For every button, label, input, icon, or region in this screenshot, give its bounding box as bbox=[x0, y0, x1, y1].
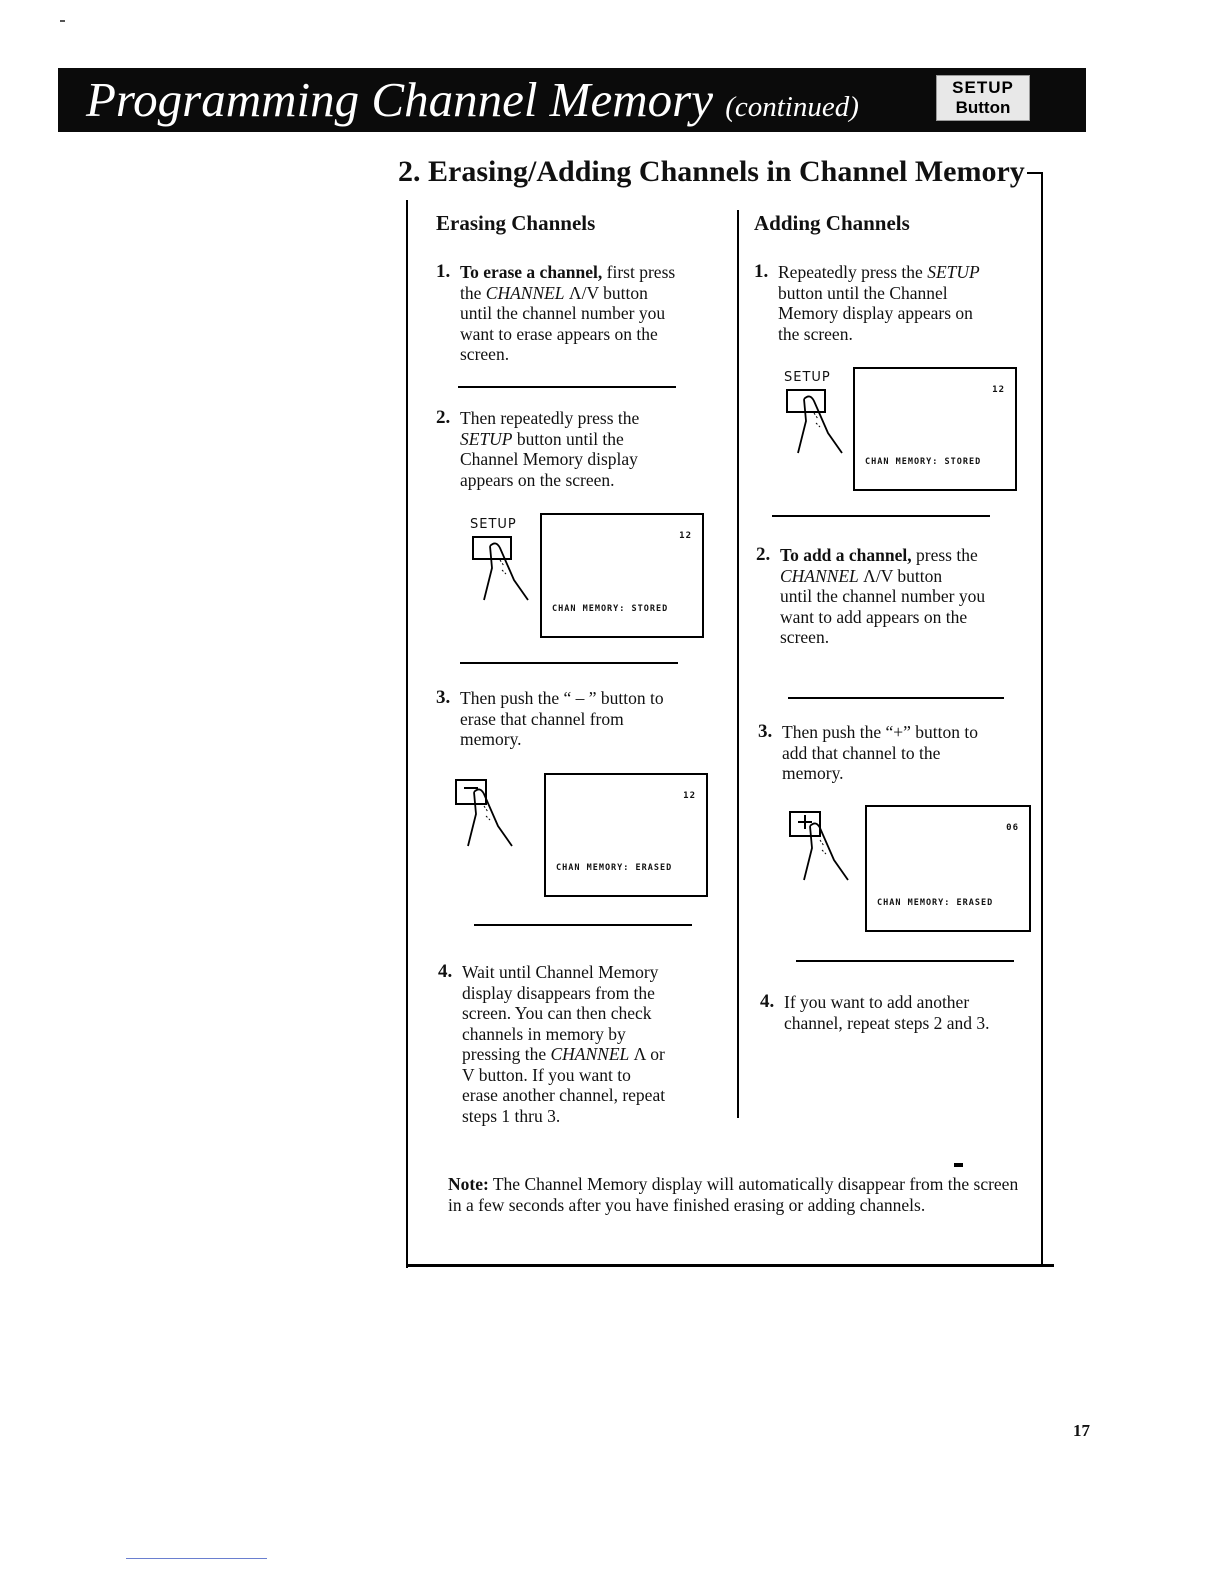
setup-button-badge bbox=[936, 75, 1030, 121]
page-title-text: Programming Channel Memory bbox=[86, 72, 713, 127]
step-line: If you want to add another bbox=[784, 992, 970, 1012]
step-number: 3. bbox=[436, 687, 451, 708]
divider-rule bbox=[474, 924, 692, 926]
step-line: button until the bbox=[512, 428, 624, 449]
tv-screen bbox=[853, 367, 1017, 491]
step-line: until the channel number you bbox=[780, 586, 986, 606]
step-line: the screen. bbox=[778, 323, 853, 344]
step-line: CHANNEL bbox=[780, 565, 859, 586]
step-line: memory. bbox=[782, 763, 844, 783]
header-banner bbox=[58, 68, 1086, 132]
step-number: 4. bbox=[438, 961, 453, 982]
plus-button-press-icon bbox=[786, 808, 856, 884]
step-line: erase another channel, repeat bbox=[462, 1085, 666, 1105]
step-number: 2. bbox=[756, 544, 771, 565]
step-line: want to add appears on the bbox=[780, 606, 968, 627]
step-line: first press bbox=[602, 262, 676, 282]
step-line: press the bbox=[911, 545, 978, 565]
note-paragraph bbox=[448, 1174, 1028, 1216]
add-step-1 bbox=[754, 262, 1034, 346]
screen-message: CHAN MEMORY: ERASED bbox=[877, 898, 994, 908]
step-line: Λ or bbox=[629, 1044, 665, 1064]
screen-message: CHAN MEMORY: STORED bbox=[865, 457, 982, 467]
erase-step-2 bbox=[436, 408, 726, 492]
step-line: Then repeatedly press the bbox=[460, 408, 640, 428]
page-subtitle: (continued) bbox=[725, 91, 859, 123]
finger-press-icon bbox=[784, 387, 848, 459]
erasing-heading: Erasing Channels bbox=[436, 211, 596, 235]
step-text bbox=[460, 262, 675, 365]
step-text bbox=[460, 408, 639, 490]
step-line: appears on the screen. bbox=[460, 469, 615, 490]
erase-step-4 bbox=[438, 962, 734, 1168]
step-line: Then push the “+” button to bbox=[782, 722, 979, 742]
step-number: 2. bbox=[436, 407, 451, 428]
step-line: add that channel to the bbox=[782, 742, 941, 763]
step-line: channels in memory by bbox=[462, 1023, 626, 1044]
step-line: screen. You can then check bbox=[462, 1003, 652, 1023]
tv-screen bbox=[540, 513, 704, 638]
step-line: channel, repeat steps 2 and 3. bbox=[784, 1012, 990, 1033]
finger-press-icon bbox=[470, 534, 534, 606]
add-step-2 bbox=[756, 545, 1040, 649]
section-title: 2. Erasing/Adding Channels in Channel Memory bbox=[398, 155, 1025, 188]
step-line: display disappears from the bbox=[462, 982, 655, 1003]
step-number: 1. bbox=[436, 261, 451, 282]
frame-border-left bbox=[406, 200, 408, 1268]
step-line: SETUP bbox=[927, 262, 980, 282]
erase-step-1 bbox=[436, 262, 726, 366]
add-step-4 bbox=[760, 992, 1036, 1036]
footer-rule bbox=[126, 1558, 267, 1559]
channel-number: 12 bbox=[992, 385, 1005, 395]
step-line: SETUP bbox=[460, 428, 513, 449]
erase-step-3 bbox=[436, 688, 726, 752]
scan-mark bbox=[60, 20, 65, 22]
badge-line-2: Button bbox=[955, 98, 1011, 117]
step-line: screen. bbox=[460, 344, 510, 364]
step-line: Λ/V button bbox=[858, 565, 943, 586]
step-number: 1. bbox=[754, 261, 769, 282]
note-label: Note: bbox=[448, 1174, 489, 1194]
step-line: Wait until Channel Memory bbox=[462, 962, 659, 982]
step-text bbox=[778, 262, 980, 344]
step-line: pressing the bbox=[462, 1044, 551, 1064]
step-line: button until the Channel bbox=[778, 282, 948, 303]
step-line: erase that channel from bbox=[460, 708, 624, 729]
step-line: Memory display appears on bbox=[778, 303, 973, 323]
divider-rule bbox=[788, 697, 1004, 699]
step-line: until the channel number you bbox=[460, 303, 666, 323]
step-text bbox=[460, 688, 664, 750]
screen-message: CHAN MEMORY: ERASED bbox=[556, 863, 673, 873]
step-line: Then push the “ – ” button to bbox=[460, 688, 664, 708]
step-number: 3. bbox=[758, 721, 773, 742]
page-number: 17 bbox=[1073, 1421, 1090, 1440]
adding-heading: Adding Channels bbox=[754, 211, 910, 235]
step-text bbox=[782, 722, 978, 784]
step-bold: To erase a channel, bbox=[460, 262, 603, 282]
badge-line-1: SETUP bbox=[952, 78, 1014, 97]
step-text bbox=[780, 545, 985, 648]
tv-screen bbox=[865, 805, 1031, 932]
channel-number: 06 bbox=[1006, 823, 1019, 833]
step-line: Repeatedly press the bbox=[778, 262, 928, 282]
frame-border-bottom bbox=[406, 1264, 1054, 1267]
step-line: Λ/V button bbox=[564, 282, 648, 303]
divider-rule bbox=[772, 515, 990, 517]
divider-rule bbox=[460, 662, 678, 664]
channel-number: 12 bbox=[679, 531, 692, 541]
frame-border-right bbox=[1041, 172, 1043, 1266]
divider-rule bbox=[458, 386, 676, 388]
step-line: Channel Memory display bbox=[460, 449, 638, 469]
step-line: CHANNEL bbox=[485, 282, 565, 303]
divider-rule bbox=[796, 960, 1014, 962]
scan-mark bbox=[954, 1163, 963, 1167]
step-line: V button. If you want to bbox=[462, 1064, 631, 1085]
setup-label: SETUP bbox=[470, 517, 517, 532]
step-line: screen. bbox=[780, 627, 830, 647]
add-step-3 bbox=[758, 722, 1038, 786]
step-bold: To add a channel, bbox=[780, 545, 912, 565]
minus-button-press-icon bbox=[452, 776, 522, 850]
setup-label: SETUP bbox=[784, 370, 831, 385]
step-line: memory. bbox=[460, 729, 522, 749]
tv-screen bbox=[544, 773, 708, 897]
step-line: steps 1 thru 3. bbox=[462, 1105, 561, 1126]
step-line: the bbox=[460, 282, 486, 303]
step-text bbox=[462, 962, 665, 1126]
step-text bbox=[784, 992, 990, 1033]
screen-message: CHAN MEMORY: STORED bbox=[552, 604, 669, 614]
channel-number: 12 bbox=[683, 791, 696, 801]
step-line: want to erase appears on the bbox=[460, 323, 658, 344]
note-text: The Channel Memory display will automatically disappear from the screen in a few seconds after you have finished erasing or adding channels. bbox=[448, 1174, 1019, 1215]
page-title bbox=[86, 70, 859, 137]
step-line: CHANNEL bbox=[550, 1044, 630, 1064]
step-number: 4. bbox=[760, 991, 775, 1012]
column-divider bbox=[737, 210, 739, 1118]
